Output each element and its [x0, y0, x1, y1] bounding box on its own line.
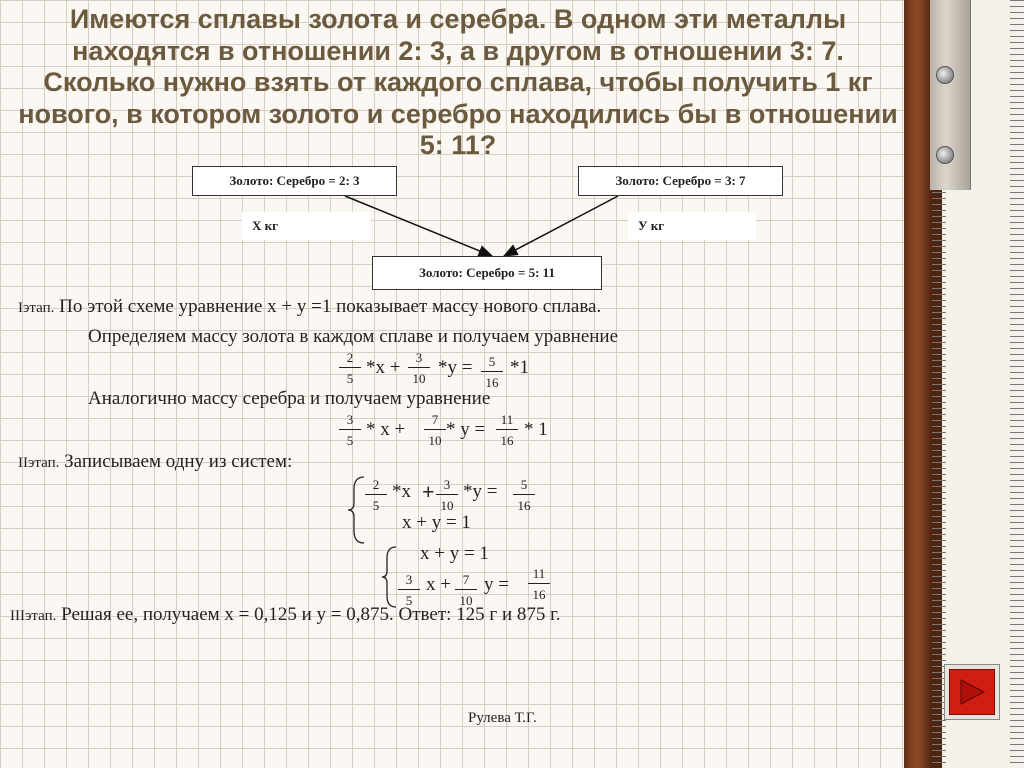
system2-fraction-3: $\frac{11}{16}$: [528, 566, 550, 602]
play-triangle-icon: [957, 677, 987, 707]
system1-plus: +: [422, 479, 435, 504]
screw-icon: [936, 146, 954, 164]
system2-line-1: х + у = 1: [420, 543, 489, 564]
system2-brace: [380, 545, 400, 609]
problem-title: Имеются сплавы золота и серебра. В одном эти металлы находятся в отношении 2: 3, а в другом в отношении 3: 7. Сколько нужно взять от каждого сплава, чтобы получить 1 кг нового, в котором золото и серебро находились бы в отношении 5: 11?: [18, 4, 898, 160]
eq-gold-fraction-2: $\frac{3}{10}$: [408, 350, 430, 386]
stage3-line: [10, 604, 561, 626]
y-kg-label: У кг: [628, 212, 756, 240]
ruler-ticks-right: [1010, 0, 1024, 768]
stage1-label: Iэтап.: [18, 300, 55, 316]
alloy1-box: [192, 166, 397, 196]
eq-silver-term-1: * х +: [366, 419, 406, 440]
system2-term-1: х +: [426, 574, 451, 595]
next-slide-button-face[interactable]: [949, 669, 995, 715]
system2-fraction-1: $\frac{3}{5}$: [398, 572, 420, 608]
system1-fraction-2: $\frac{3}{10}$: [436, 477, 458, 513]
next-slide-button[interactable]: [944, 664, 1000, 720]
arrow-right: [504, 196, 618, 256]
system2-fraction-2: $\frac{7}{10}$: [455, 572, 477, 608]
eq-gold-term-1: *х +: [366, 357, 401, 378]
alloy1-ratio: Золото: Серебро = 2: 3: [229, 173, 360, 188]
eq-gold-term-3: *1: [510, 357, 529, 378]
eq-silver-term-2: * у =: [446, 419, 486, 440]
eq-silver-fraction-1: $\frac{3}{5}$: [339, 412, 361, 448]
system2-term-2: у =: [484, 574, 509, 595]
author-footer: Рулева Т.Г.: [468, 710, 537, 726]
stage1-line: [18, 296, 601, 318]
screw-icon: [936, 66, 954, 84]
system1-term-2: *у =: [463, 481, 498, 502]
eq-silver-fraction-3: $\frac{11}{16}$: [496, 412, 518, 448]
system1-fraction-1: $\frac{2}{5}$: [365, 477, 387, 513]
diagram-arrows: [0, 0, 904, 300]
stage3-label: IIIэтап.: [10, 608, 57, 624]
system1-term-1: *х: [392, 481, 411, 502]
eq-silver-term-3: * 1: [524, 419, 548, 440]
silver-intro: Аналогично массу серебра и получаем уравнение: [88, 388, 491, 409]
eq-gold-fraction-1: $\frac{2}{5}$: [339, 350, 361, 386]
alloy2-box: [578, 166, 783, 196]
alloy2-ratio: Золото: Серебро = 3: 7: [615, 173, 746, 188]
eq-gold-term-2: *у =: [438, 357, 473, 378]
eq-silver-fraction-2: $\frac{7}{10}$: [424, 412, 446, 448]
stage1-text: По этой схеме уравнение х + у =1 показывает массу нового сплава.: [59, 296, 602, 317]
stage3-text: Решая ее, получаем х = 0,125 и у = 0,875. Ответ: 125 г и 875 г.: [61, 604, 561, 625]
stage2-label: IIэтап.: [18, 455, 60, 471]
stage2-text: Записываем одну из систем:: [64, 451, 293, 472]
result-ratio: Золото: Серебро = 5: 11: [419, 265, 555, 280]
x-kg-label: Х кг: [242, 212, 370, 240]
stage2-line: [18, 451, 292, 473]
result-box: [372, 256, 602, 290]
system1-fraction-3: $\frac{5}{16}$: [513, 477, 535, 513]
gold-intro: Определяем массу золота в каждом сплаве и получаем уравнение: [88, 326, 619, 347]
eq-gold-fraction-3: $\frac{5}{16}$: [481, 354, 503, 390]
system1-line-2: х + у = 1: [402, 512, 471, 533]
